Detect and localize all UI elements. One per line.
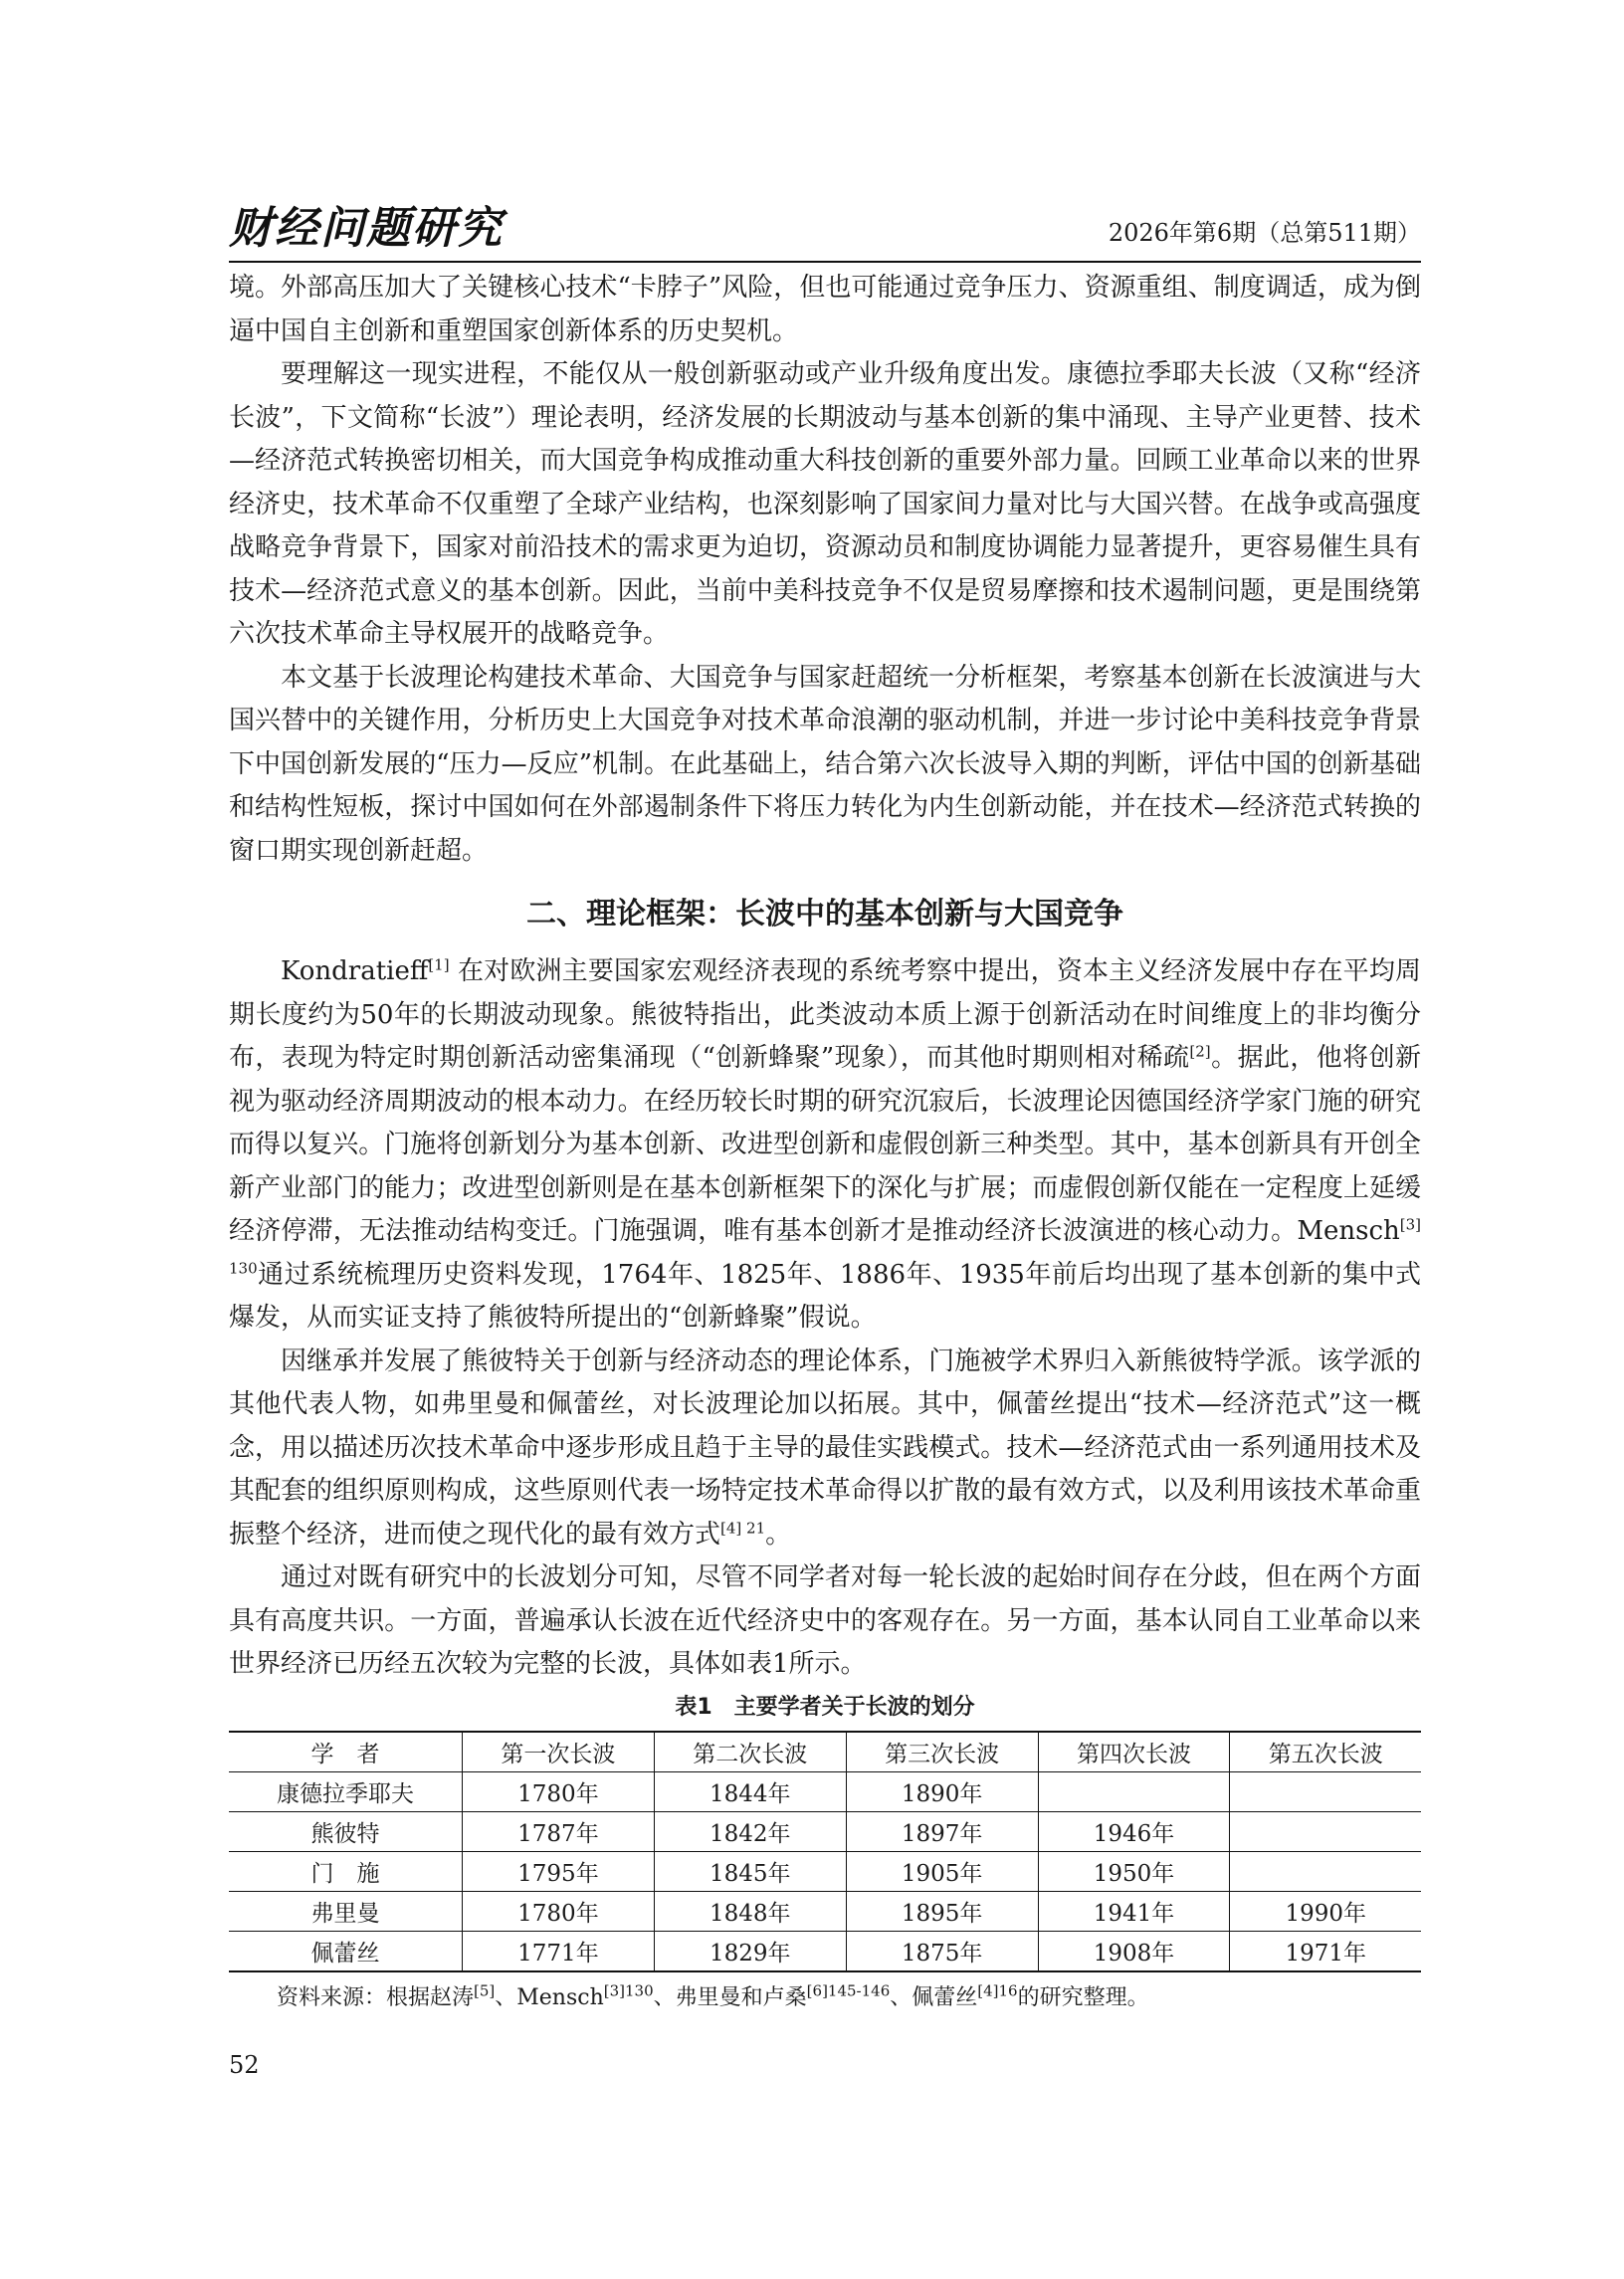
citation-ref: [3]130 xyxy=(603,1981,654,2000)
table-cell: 1950年 xyxy=(1038,1851,1230,1891)
text-run: 通过系统梳理历史资料发现，1764年、1825年、1886年、1935年前后均出现了基本创新的集中式爆发，从而实证支持了熊彼特所提出的“创新蜂聚”假说。 xyxy=(229,1259,1421,1333)
paragraph xyxy=(229,950,1421,1341)
table-header-row xyxy=(229,1732,1421,1772)
table-cell: 1897年 xyxy=(846,1811,1038,1851)
table-cell: 1971年 xyxy=(1230,1931,1421,1971)
table-cell: 1787年 xyxy=(463,1811,655,1851)
table-cell: 1848年 xyxy=(654,1891,846,1931)
citation-ref: [6]145-146 xyxy=(806,1981,891,2000)
issue-info: 2026年第6期（总第511期） xyxy=(1108,219,1421,247)
paragraph-continued: 境。外部高压加大了关键核心技术“卡脖子”风险，但也可能通过竞争压力、资源重组、制度调适，成为倒逼中国自主创新和重塑国家创新体系的历史契机。 xyxy=(229,273,1421,346)
table-cell: 1941年 xyxy=(1038,1891,1230,1931)
text-run: Kondratieff xyxy=(281,956,429,986)
table-cell: 1908年 xyxy=(1038,1931,1230,1971)
table-cell: 康德拉季耶夫 xyxy=(277,1780,414,1807)
table-cell: 1990年 xyxy=(1230,1891,1421,1931)
long-wave-table xyxy=(229,1731,1421,1972)
header-cell: 第五次长波 xyxy=(1230,1732,1421,1772)
table-caption: 表1 主要学者关于长波的划分 xyxy=(675,1694,975,1720)
table-cell: 1875年 xyxy=(846,1931,1038,1971)
text-run: 的研究整理。 xyxy=(1017,1984,1149,2010)
table-row xyxy=(229,1931,1421,1971)
citation-ref: [3] 130 xyxy=(229,1215,1421,1277)
text-run: 。据此，他将创新视为驱动经济周期波动的根本动力。在经历较长时期的研究沉寂后，长波理论因德国经济学家门施的研究而得以复兴。门施将创新划分为基本创新、改进型创新和虚假创新三种类型。其中，基本创新具有开创全新产业部门的能力；改进型创新则是在基本创新框架下的深化与扩展；而虚假创新仅能在一定程度上延缓经济停滞，无法推动结构变迁。门施强调，唯有基本创新才是推动经济长波演进的核心动力。Mensch xyxy=(229,1043,1421,1246)
header-cell: 第三次长波 xyxy=(846,1732,1038,1772)
table-cell: 佩蕾丝 xyxy=(310,1940,380,1967)
table-cell xyxy=(1230,1851,1421,1891)
table-cell: 门 施 xyxy=(310,1860,380,1887)
table-cell: 1845年 xyxy=(654,1851,846,1891)
table-cell: 1842年 xyxy=(654,1811,846,1851)
table-cell xyxy=(1038,1771,1230,1811)
paragraph: 通过对既有研究中的长波划分可知，尽管不同学者对每一轮长波的起始时间存在分歧，但在两个方面具有高度共识。一方面，普遍承认长波在近代经济史中的客观存在。另一方面，基本认同自工业革命以来世界经济已历经五次较为完整的长波，具体如表1所示。 xyxy=(229,1562,1421,1679)
table-cell: 1946年 xyxy=(1038,1811,1230,1851)
journal-logo: 财经问题研究 xyxy=(229,203,504,254)
table-cell: 1780年 xyxy=(463,1891,655,1931)
text-run: 、佩蕾丝 xyxy=(890,1984,978,2010)
citation-ref: [4] 21 xyxy=(720,1518,766,1537)
table-cell: 1890年 xyxy=(846,1771,1038,1811)
table-cell: 1795年 xyxy=(463,1851,655,1891)
header-cell: 第二次长波 xyxy=(654,1732,846,1772)
text-run: 、Mensch xyxy=(495,1984,604,2010)
header-cell: 第四次长波 xyxy=(1038,1732,1230,1772)
table-row xyxy=(229,1851,1421,1891)
table-cell: 1780年 xyxy=(463,1771,655,1811)
paragraph xyxy=(229,1341,1421,1557)
page-number: 52 xyxy=(229,2051,260,2079)
table-row xyxy=(229,1891,1421,1931)
header-cell: 第一次长波 xyxy=(463,1732,655,1772)
table-cell: 弗里曼 xyxy=(310,1900,380,1927)
header-cell: 学 者 xyxy=(310,1741,380,1767)
table-cell xyxy=(1230,1811,1421,1851)
text-run: 、弗里曼和卢桑 xyxy=(653,1984,807,2010)
page-header xyxy=(229,199,1421,259)
table-cell xyxy=(1230,1771,1421,1811)
citation-ref: [2] xyxy=(1189,1042,1211,1061)
header-rule xyxy=(229,261,1421,263)
article-body xyxy=(229,267,1421,2014)
paragraph: 本文基于长波理论构建技术革命、大国竞争与国家赶超统一分析框架，考察基本创新在长波演进与大国兴替中的关键作用，分析历史上大国竞争对技术革命浪潮的驱动机制，并进一步讨论中美科技竞争背景下中国创新发展的“压力—反应”机制。在此基础上，结合第六次长波导入期的判断，评估中国的创新基础和结构性短板，探讨中国如何在外部遏制条件下将压力转化为内生创新动能，并在技术—经济范式转换的窗口期实现创新赶超。 xyxy=(229,662,1421,866)
table-row xyxy=(229,1771,1421,1811)
table-cell: 1905年 xyxy=(846,1851,1038,1891)
paragraph: 要理解这一现实进程，不能仅从一般创新驱动或产业升级角度出发。康德拉季耶夫长波（又称“经济长波”，下文简称“长波”）理论表明，经济发展的长期波动与基本创新的集中涌现、主导产业更替、技术—经济范式转换密切相关，而大国竞争构成推动重大科技创新的重要外部力量。回顾工业革命以来的世界经济史，技术革命不仅重塑了全球产业结构，也深刻影响了国家间力量对比与大国兴替。在战争或高强度战略竞争背景下，国家对前沿技术的需求更为迫切，资源动员和制度协调能力显著提升，更容易催生具有技术—经济范式意义的基本创新。因此，当前中美科技竞争不仅是贸易摩擦和技术遏制问题，更是围绕第六次技术革命主导权展开的战略竞争。 xyxy=(229,359,1421,649)
citation-ref: [1] xyxy=(428,955,450,974)
text-run: 在对欧洲主要国家宏观经济表现的系统考察中提出，资本主义经济发展中存在平均周期长度约为50年的长期波动现象。熊彼特指出，此类波动本质上源于创新活动在时间维度上的非均衡分布，表现为特定时期创新活动密集涌现（“创新蜂聚”现象），而其他时期则相对稀疏 xyxy=(229,956,1421,1073)
table-row xyxy=(229,1811,1421,1851)
table-cell: 1895年 xyxy=(846,1891,1038,1931)
text-run: 因继承并发展了熊彼特关于创新与经济动态的理论体系，门施被学术界归入新熊彼特学派。该学派的其他代表人物，如弗里曼和佩蕾丝，对长波理论加以拓展。其中，佩蕾丝提出“技术—经济范式”这一概念，用以描述历次技术革命中逐步形成且趋于主导的最佳实践模式。技术—经济范式由一系列通用技术及其配套的组织原则构成，这些原则代表一场特定技术革命得以扩散的最有效方式，以及利用该技术革命重振整个经济，进而使之现代化的最有效方式 xyxy=(229,1346,1421,1550)
table-cell: 1829年 xyxy=(654,1931,846,1971)
text-run: 。 xyxy=(765,1519,792,1550)
citation-ref: [4]16 xyxy=(977,1981,1018,2000)
table-cell: 1844年 xyxy=(654,1771,846,1811)
text-run: 资料来源：根据赵涛 xyxy=(277,1984,475,2010)
table-cell: 1771年 xyxy=(463,1931,655,1971)
citation-ref: [5] xyxy=(474,1981,496,2000)
table-source-note xyxy=(229,1982,1421,2014)
table-cell: 熊彼特 xyxy=(310,1820,380,1847)
section-heading: 二、理论框架：长波中的基本创新与大国竞争 xyxy=(526,897,1123,932)
